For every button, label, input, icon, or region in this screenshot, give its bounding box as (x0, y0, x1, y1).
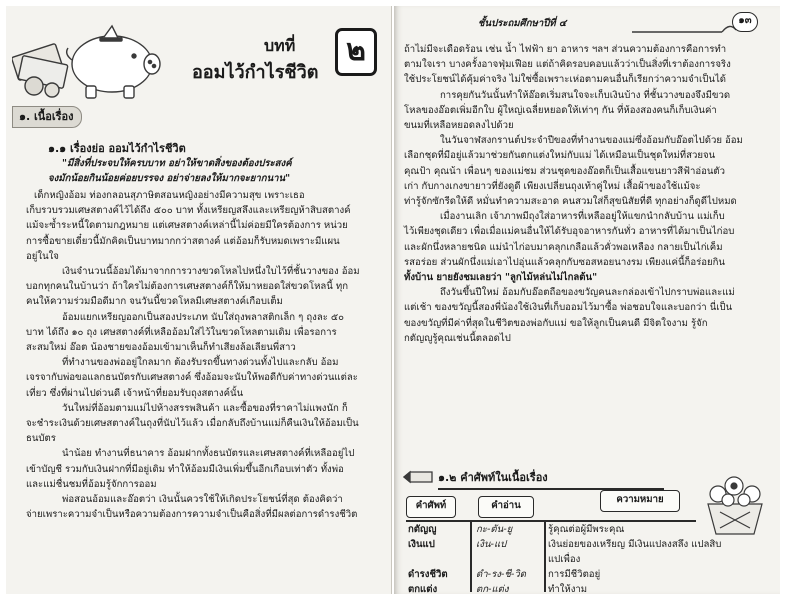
paragraph-line: เงินจำนวนนี้อ้อมได้มาจากการวางขวดโหลไปหนึ่งใบไว้ที่ชั้นวางของ อ้อม (62, 266, 360, 278)
paragraph-line: เก่า กับกางเกงขายาวที่ยังดูดี เพียงเปลี่ยนถุงเท้าคู่ใหม่ เสื้อผ้าของใช้แม้จะ (404, 180, 701, 192)
paragraph-line: เมื่องานเลิก เจ้าภาพมีถุงใส่อาหารที่เหลืออยู่ให้แขกนำกลับบ้าน แม่เก็บ (440, 211, 725, 223)
paragraph-line: การคุยกันวันนั้นทำให้อ๊อตเริ่มสนใจจะเก็บเงินบ้าง ที่ชั้นวางของจึงมีขวด (440, 89, 731, 101)
vocab-col-header-word: คำศัพท์ (406, 496, 456, 518)
flower-basket-illustration (694, 468, 776, 540)
vocab-col-header-meaning: ความหมาย (600, 490, 680, 512)
pencil-icon (402, 468, 436, 486)
paragraph-line: ที่ทำงานของพ่ออยู่ใกลมาก ต้องรับรถขึ้นทางด่วนทั้งไปและกลับ อ้อม (62, 357, 339, 369)
vocab-heading: ๑.๒ คำศัพท์ในเนื้อเรื่อง (438, 471, 548, 484)
section-ribbon: ๑. เนื้อเรื่อง (12, 106, 82, 128)
vocab-word: กตัญญู (408, 524, 437, 535)
paragraph-line: นำน้อย ทำงานที่ธนาคาร อ้อมฝากทั้งธนบัตรและเศษสตางค์ที่เหลืออยู่ไป (62, 448, 355, 460)
paragraph-line: กตัญญูรู้คุณเช่นนี้ตลอดไป (404, 332, 511, 344)
paragraph-line: สะสมใหม่ อ๊อต น้องชายของอ้อมเข้ามาเห็นก็ทำเสียงล้อเลียนพี่สาว (26, 342, 296, 354)
paragraph-line: จ่ายเพราะความจำเป็นหรือความต้องการความจำเป็นคือสิ่งที่มีผลต่อการดำรงชีวิต (26, 509, 358, 521)
paragraph-line: และผักนึ่งหลายชนิด แม่นำไก่อบมาคลุกเกลือแล้วคั่วพอเหลือง กลายเป็นไก่เค็ม (404, 241, 723, 253)
paragraph-line: ธนบัตร (26, 433, 56, 445)
vocab-meaning: เงินย่อยของเหรียญ มีเงินแปลงสลึง แปลสิบ (548, 539, 722, 550)
paragraph-line: ในวันจาฬสงกรานต์ประจำปีของที่ทำงานของแม่ซึ่งอ้อมกับอ๊อตไปด้วย อ้อม (440, 135, 743, 147)
paragraph-line: ของขวัญที่มีค่าที่สุดในชีวิตของพ่อกับแม่ ขอให้ลูกเป็นคนดี มีจิตใจงาม รู้จัก (404, 317, 708, 329)
paragraph-line: อยู่ในใจ (26, 250, 59, 262)
paragraph-line: เก็บรวบรวมเศษสตางค์ไว้ได้ถึง ๕๐๐ บาท ทั้งเหรียญสลึงและเหรียญห้าสิบสตางค์ (26, 205, 351, 217)
vocab-reading: ดำ-รง-ชี-วิด (476, 569, 526, 580)
chapter-number-badge: ๒ (335, 28, 377, 76)
quote (48, 156, 292, 186)
paragraph-line: การซื้อขายเดี๋ยวนี้มักคิดเป็นบาทมากกว่าสตางค์ แต่อ้อมก็รับหมดเพราะมีแผน (26, 235, 340, 247)
quote-line: "มีสิ่งที่ประจบให้ครบบาท อย่าให้ขาดสิ่งของต้องประสงค์ (62, 158, 292, 169)
vocab-word: ตกแต่ง (408, 584, 438, 594)
decorative-swirl-icon (630, 24, 740, 38)
paragraph-line: พ่อสอนอ้อมและอ๊อตว่า เงินนั้นควรใช้ให้เกิดประโยชน์ที่สุด ต้องคิดว่า (62, 494, 343, 506)
paragraph-line: แต่เช้า ของขวัญนี้สองพี่น้องใช้เงินที่เก็บออมไว้มาซื้อ พ่อชอบใจและบอกว่า นี่เป็น (404, 302, 733, 314)
paragraph-line: ทั้งบ้าน ยายยังชมเลยว่า "ลูกไม้หล่นไม่ไกลต้น" (404, 272, 598, 284)
vocab-meaning: ทำให้งาม (548, 584, 588, 594)
paragraph-line: เด็กหญิงอ้อม ท่องกลอนสุภาษิตสอนหญิงอย่างมีความสุข เพราะเธอ (34, 190, 305, 201)
vocab-col-header-reading: คำอ่าน (478, 496, 534, 518)
paragraph-line: ถ้าไม่มีจะเดือดร้อน เช่น น้ำ ไฟฟ้า ยา อาหาร ฯลฯ ส่วนความต้องการคือการทำ (404, 44, 727, 55)
paragraph-line: คนให้ความร่วมมือดีมาก จนวันนี้ขวดโหลมีเศษสตางค์เกือบเต็ม (26, 296, 283, 308)
vocab-row (408, 522, 722, 594)
vocab-reading: กะ-ตัน-ยู (476, 524, 513, 535)
piggy-bank-illustration (12, 20, 162, 102)
vocab-meaning: แปเพื่อง (548, 554, 581, 565)
paragraph-line: อ้อมแยกเหรียญออกเป็นสองประเภท นับใส่ถุงพลาสติกเล็ก ๆ ถุงละ ๕๐ (62, 311, 345, 323)
paragraph-line: ใช้ประโยชน์ได้คุ้มค่าจริง ไม่ใช่ซื้อเพราะเห่อตามคนอื่นก็เรียกว่าความจำเป็นได้ (404, 74, 727, 86)
story-continued (404, 42, 774, 346)
paragraph-line: เข้าบัญชี รวมกับเงินฝากที่มีอยู่เดิม ทำให้อ้อมมีเงินเพิ่มขึ้นอีกเกือบเท่าตัว ทั้งพ่อ (26, 463, 344, 475)
paragraph-line: โหลของอ๊อตเพิ่มอีกใบ ผู้ใหญ่เฉลี่ยหยอดให้เท่าๆ กัน ที่ห้องสองคนก็เก็บเงินค่า (404, 104, 717, 116)
paragraph-line: วันใหม่ที่อ้อมตามแม่ไปห้างสรรพสินค้า และซื้อของที่ราคาไม่แพงนัก ก็ (62, 402, 348, 414)
right-page (394, 6, 780, 594)
paragraph-line: ตามใจเรา บางครั้งอาจฟุ่มเฟือย แต่ถ้าคิดรอบคอบแล้วว่าเป็นสิ่งที่เราต้องการจริง (404, 59, 731, 71)
left-page (6, 6, 392, 594)
paragraph-line: เที่ยว ซึ่งที่ผ่านไปด่วนดี เจ้าหน้าที่ยอมรับถุงสตางค์นั้น (26, 387, 244, 399)
vocab-meaning: การมีชีวิตอยู่ (548, 569, 601, 580)
paragraph-line: บาท ได้ถึง ๑๐ ถุง เศษสตางค์ที่เหลืออ้อมใส่ไว้ในขวดโหลตามเดิม เพื่อรอการ (26, 326, 337, 338)
quote-line: จงมักน้อยกินน้อยค่อยบรรจง อย่าจ่ายลงให้มากจะยากนาน" (48, 173, 291, 185)
paragraph-line: เลือกชุดที่มีอยู่แล้วมาช่วยกันตกแต่งใหม่กับแม่ ได้เหมือนเป็นชุดใหม่ที่สวยจน (404, 150, 716, 162)
paragraph-line: จะชำระเงินด้วยเศษสตางค์ในถุงที่นับไว้แล้ว เมื่อกลับถึงบ้านแม่ก็คืนเงินให้อ้อมเป็น (26, 418, 359, 430)
vocab-word: ดำรงชีวิต (408, 569, 448, 580)
paragraph-line: บอกทุกคนในบ้านว่า ถ้าใครไม่ต้องการเศษสตางค์ก็ให้มาหยอดใส่ขวดโหลนี้ ทุก (26, 281, 349, 293)
chapter-title: ออมไว้กำไรชีวิต (192, 62, 319, 83)
story-body (26, 188, 388, 522)
paragraph-line: รสอร่อย ส่วนผักนึ่งแม่เอาไปอุ่นแล้วคลุกกับซอสหอยนางรม เพียงแค่นี้ก็อร่อยกิน (404, 256, 725, 268)
paragraph-line: แม้จะซ้ำระหนี้ใดตามกฎหมาย แต่เศษสตางค์เหล่านี้ไม่ค่อยมีใครต้องการ หน่วย (26, 220, 348, 232)
paragraph-line: ถึงวันขึ้นปีใหม่ อ้อมกับอ๊อตถือของขวัญคนละกล่องเข้าไปกราบพ่อและแม่ (440, 287, 735, 299)
section-heading: ๑.๑ เรื่องย่อ ออมไว้กำไรชีวิต (48, 142, 186, 155)
vocab-reading: ตก-แต่ง (476, 584, 509, 594)
running-header: ชั้นประถมศึกษาปีที่ ๔ (478, 18, 567, 29)
paragraph-line: ไว้เพียงชุดเดียว เพื่อเมื่อแม่คนอื่นให้ได้รับอุจอาหารกันทั่ว อาหารที่ได้มาเป็นไก่อบ (404, 226, 735, 238)
vocab-word: เงินแป (408, 539, 435, 550)
chapter-word: บทที่ (264, 36, 296, 55)
paragraph-line: คุณป้า คุณน้า เพื่อนๆ ของแม่ชม ส่วนชุดของอ๊อตก็เป็นเสื้อแขนยาวสีฟ้าอ่อนตัว (404, 165, 726, 177)
paragraph-line: เจรจากับพ่อขอแลกธนบัตรกับเศษสตางค์ ซึ่งอ้อมจะนับให้พอดีกับค่าทางด่วนแต่ละ (26, 372, 358, 384)
paragraph-line: และแม่ชื่นชมที่อ้อมรู้จักการออม (26, 478, 157, 490)
page-number: ๑๓ (732, 12, 758, 32)
paragraph-line: ขนมที่เหลือหยอดลงไปด้วย (404, 120, 514, 132)
vocab-meaning: รู้คุณต่อผู้มีพระคุณ (548, 524, 625, 535)
vocab-reading: เงิน-แป (476, 539, 507, 550)
paragraph-line: ท่ารู้จักซักรีดให้ดี หมั่นทำความสะอาด คนสวมใส่ก็สุขนิสัยที่ดี ทุกอย่างก็ดูดีไปหมด (404, 196, 737, 208)
